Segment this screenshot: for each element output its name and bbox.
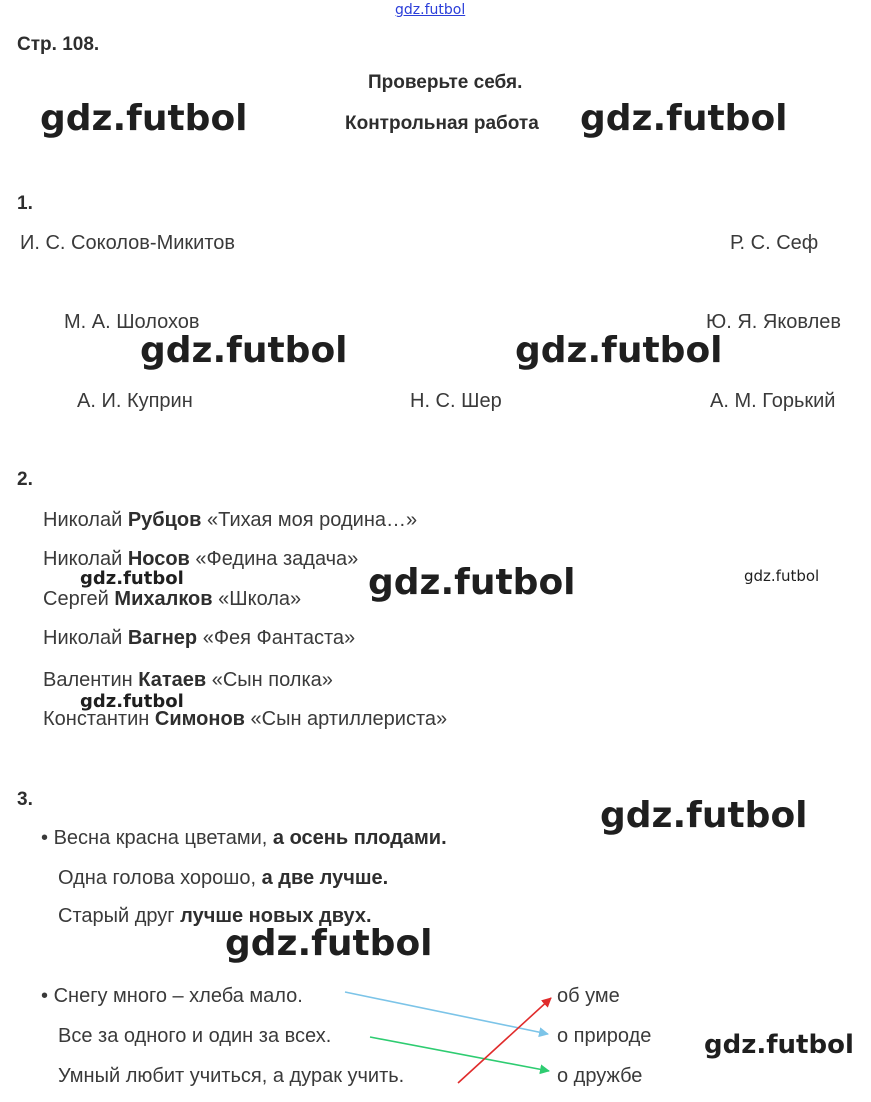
author-kuprin: А. И. Куприн: [77, 390, 193, 412]
work-title: «Федина задача»: [195, 548, 359, 570]
arrow-green: [370, 1037, 549, 1071]
author-last-name: Симонов: [154, 708, 245, 730]
author-last-name: Михалков: [114, 588, 213, 610]
page-title: Проверьте себя.: [368, 72, 523, 93]
work-title: «Фея Фантаста»: [202, 627, 356, 649]
bullet: •: [41, 827, 49, 849]
proverb-start: Весна красна цветами,: [53, 827, 268, 849]
work-title: «Сын артиллериста»: [250, 708, 448, 730]
proverb-end: а осень плодами.: [272, 827, 447, 849]
watermark: gdz.futbol: [40, 98, 248, 139]
author-first-name: Николай: [43, 548, 123, 570]
page-reference: Стр. 108.: [17, 34, 100, 55]
bullet: •: [41, 985, 49, 1007]
author-first-name: Николай: [43, 627, 123, 649]
watermark: gdz.futbol: [80, 568, 184, 589]
author-sholokhov: М. А. Шолохов: [64, 311, 200, 333]
matching-right-item: об уме: [557, 985, 620, 1007]
watermark: gdz.futbol: [704, 1030, 854, 1060]
work-title: «Сын полка»: [211, 669, 333, 691]
task-1-number: 1.: [17, 193, 33, 214]
proverb-start: Одна голова хорошо,: [58, 867, 257, 889]
proverb-text: Снегу много – хлеба мало.: [53, 985, 303, 1007]
watermark: gdz.futbol: [744, 567, 820, 585]
watermark: gdz.futbol: [225, 923, 433, 964]
proverb-end: а две лучше.: [261, 867, 389, 889]
author-last-name: Носов: [127, 548, 190, 570]
author-gorky: А. М. Горький: [710, 390, 836, 412]
author-first-name: Константин: [43, 708, 150, 730]
watermark: gdz.futbol: [368, 562, 576, 603]
watermark: gdz.futbol: [80, 691, 184, 712]
author-sef: Р. С. Сеф: [730, 232, 819, 254]
matching-right-item: о природе: [557, 1025, 652, 1047]
author-first-name: Сергей: [43, 588, 109, 610]
page-subtitle: Контрольная работа: [345, 113, 539, 134]
author-yakovlev: Ю. Я. Яковлев: [706, 311, 841, 333]
work-title: «Тихая моя родина…»: [207, 509, 418, 531]
task-3-number: 3.: [17, 789, 33, 810]
matching-left-item: Умный любит учиться, а дурак учить.: [58, 1065, 405, 1087]
author-sher: Н. С. Шер: [410, 390, 502, 412]
matching-right-item: о дружбе: [557, 1065, 643, 1087]
author-last-name: Катаев: [138, 669, 207, 691]
watermark: gdz.futbol: [600, 795, 808, 836]
author-sokolov-mikitov: И. С. Соколов-Микитов: [20, 232, 236, 254]
watermark: gdz.futbol: [140, 330, 348, 371]
author-last-name: Вагнер: [127, 627, 198, 649]
arrow-red: [458, 998, 551, 1083]
matching-left-item: Все за одного и один за всех.: [58, 1025, 332, 1047]
proverb-end: лучше новых двух.: [180, 905, 372, 927]
watermark: gdz.futbol: [515, 330, 723, 371]
work-title: «Школа»: [218, 588, 302, 610]
watermark-top-link[interactable]: gdz.futbol: [395, 2, 466, 18]
author-last-name: Рубцов: [127, 509, 202, 531]
watermark: gdz.futbol: [580, 98, 788, 139]
task-2-number: 2.: [17, 469, 33, 490]
author-first-name: Николай: [43, 509, 123, 531]
proverb-start: Старый друг: [58, 905, 175, 927]
author-first-name: Валентин: [43, 669, 133, 691]
